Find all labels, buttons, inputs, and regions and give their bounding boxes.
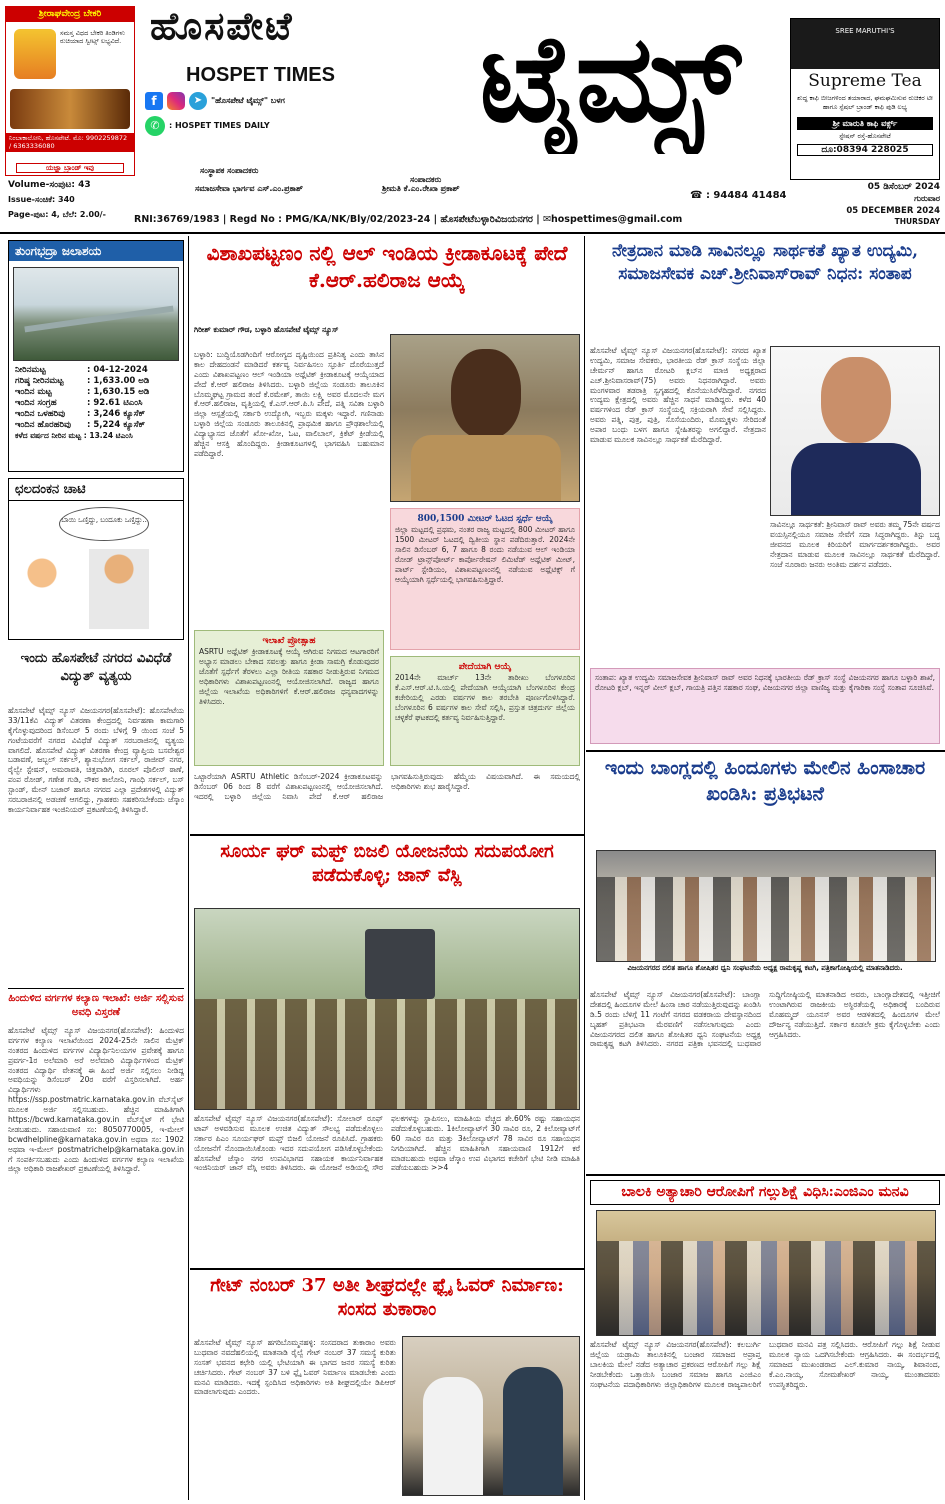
bcw-body: ಹೊಸಪೇಟೆ ಟೈಮ್ಸ್ ನ್ಯೂಸ್ ವಿಜಯನಗರ(ಹೊಸಪೇಟೆ): ಹಿಂದುಳಿದ ವರ್ಗಗಳ ಕಲ್ಯಾಣ ಇಲಾಖೆಯಿಂದ 2024-25ನೇ ಸಾಲಿನ ಮೆಟ್ರಿಕ್ ನಂತರದ ಹಿಂದುಳಿದ ವರ್ಗಗಳ ವಿದ್ಯಾರ್ಥಿನಿಲಯಗಳ ಪ್ರವೇಶಕ್ಕೆ ಹಾಗೂ ಪ್ರವರ್ಗ-1ರ ಅಲೆಮಾರಿ ಅರೆ ಅಲೆಮಾರಿ ವಿದ್ಯಾರ್ಥಿಗಳಿಂದ ಮೆಟ್ರಿಕ್ ನಂತರದ ವಿದ್ಯಾರ್ಥಿ ವೇತನಕ್ಕೆ ಈ ಹಿಂದೆ ಅರ್ಜಿ ಸಲ್ಲಿಸಲು ನೀಡಿದ್ದ ಅವಧಿಯನ್ನು ಡಿಸೆಂಬರ್ 20ರ ವರೆಗೆ ವಿಸ್ತರಿಸಲಾಗಿದೆ. ಅರ್ಹ ವಿದ್ಯಾರ್ಥಿಗಳು https://ssp.postmatric.karnataka.gov.in ವೆಬ್‌ಸೈಟ್ ಮೂಲಕ ಅರ್ಜಿ ಸಲ್ಲಿಸಬಹುದು. ಹೆಚ್ಚಿನ ಮಾಹಿತಿಗಾಗಿ https://bcwd.karnataka.gov.in ವೆಬ್‌ಸೈಟ್ ಗೆ ಭೇಟಿ ನೀಡಬಹುದು. ಸಹಾಯವಾಣಿ ಸಂ: 8050770005, ಇ-ಮೇಲ್ bcwdhelpline@karnataka.gov.in ಅಥವಾ ಸಂ: 1902 ಅಥವಾ ಇ-ಮೇಲ್ postmatrichelp@karnataka.gov.in ಗೆ ಸಂಪರ್ಕಿಸಬಹುದು ಎಂದು ಹಿಂದುಳಿದ ವರ್ಗಗಳ ಕಲ್ಯಾಣ ಇಲಾಖೆಯ ಜಿಲ್ಲಾ ಅಧಿಕಾರಿ ರಾಜಶೇಖರ್ ಪ್ರಕಟಣೆಯಲ್ಲಿ ತಿಳಿಸಿದ್ದಾರೆ.	[8, 1026, 184, 1174]
cartoon-figure-right	[89, 549, 149, 629]
tea-ad-name: Supreme Tea	[808, 71, 922, 91]
dam-photo	[13, 267, 179, 361]
petition-photo	[596, 1210, 936, 1336]
press-meet-people	[597, 877, 936, 962]
obituary-photo	[770, 346, 940, 516]
athlete-photo	[390, 334, 580, 502]
encouragement-body: ASRTU ಅಥ್ಲೆಟಿಕ್ ಕ್ರೀಡಾಕೂಟಕ್ಕೆ ಆಯ್ಕೆ ಆಗಿರುವ ನಿಗಮದ ಆಟಗಾರರಿಗೆ ಅಭ್ಯಾಸ ಮಾಡಲು ಬೇಕಾದ ಸವಲತ್ತು ಹಾಗೂ ಕ್ರೀಡಾ ಸಾಮಗ್ರಿ ಕೊಡುವುದರ ಜೊತೆಗೆ ಸ್ಪರ್ಧೆಗೆ ತೆರಳಲು ಎಲ್ಲಾ ರೀತಿಯ ಸಹಕಾರ ನೀಡುತ್ತಿರುವ ನಿಗಮದ ಅಧಿಕಾರಿಗಳು ವಿಶಾಖಪಟ್ಟಣಂನಲ್ಲಿ ಆಯೋಜಿಸಲಾಗಿದೆ. ರಾಜ್ಯದ ಹಾಗೂ ಜಿಲ್ಲೆಯ ಇಲಾಖೆಯ ಅಧಿಕಾರಿಗಳಿಗೆ ಕೆ.ಆರ್.ಹಲಿರಾಜ ಧನ್ಯವಾದಗಳನ್ನು ತಿಳಿಸಿದರು.	[199, 647, 379, 706]
dam-row: ಕಳೆದ ವರ್ಷದ ನೀರಿನ ಮಟ್ಟ : 13.24 ಟಿಎಂಸಿ	[15, 431, 133, 441]
dam-wall	[24, 306, 173, 333]
instagram-icon[interactable]	[167, 92, 185, 110]
facebook-icon[interactable]: f	[145, 92, 163, 110]
constable-box	[390, 656, 580, 766]
kannada-title: ಹೊಸಪೇಟೆ	[150, 3, 294, 48]
left-bakery-ad	[5, 6, 135, 176]
protest-headline: ಇಂದು ಬಾಂಗ್ಲದಲ್ಲಿ ಹಿಂದೂಗಳು ಮೇಲಿನ ಹಿಂಸಾಚಾರ ಖಂಡಿಸಿ: ಪ್ರತಿಭಟನೆ	[604, 757, 926, 805]
petition-headline: ಬಾಲಕಿ ಅತ್ಯಾಚಾರಿ ಆರೋಪಿಗೆ ಗಲ್ಲುಶಿಕ್ಷೆ ವಿಧಿಸಿ:ಎಂಜಿಎಂ ಮನವಿ	[590, 1180, 940, 1205]
bakery-ad-brand: ಯಜ್ಞಾ ಬ್ರಾಂಡ್ ಇವು	[16, 163, 124, 173]
bakery-ad-address: ನಿಂಬಾಕಾಲೋನಿ, ಹೊಸಪೇಟೆ. ಮೊ: 9902259872 / 6363336080	[6, 133, 134, 152]
cartoon-figure-left	[17, 549, 67, 629]
tea-ad-phone: ದೂ:08394 228025	[797, 144, 933, 157]
english-title: HOSPET TIMES	[186, 64, 335, 86]
power-cut-headline: ಇಂದು ಹೊಸಪೇಟೆ ನಗರದ ವಿವಿಧೆಡೆ ವಿದ್ಯುತ್ ವ್ಯತ್ಯಯ	[20, 651, 172, 684]
dam-title: ತುಂಗಭದ್ರಾ ಜಲಾಶಯ	[9, 241, 183, 261]
athlete-body: ಬಳ್ಳಾರಿ: ಬುದ್ಧಿಯೊಡಗಿಂದಿಗೆ ಆರೋಗ್ಯದ ದೃಷ್ಟಿಯಿಂದ ಪ್ರತಿನಿತ್ಯ ಎಂದು ತಾಸಿನ ಕಾಲ ದೇಹದಂಡನೆ ಮಾಡಿದರೆ ಕರ್ತವ್ಯ ನಿರ್ವಹಿಸಲು ಸ್ಫೂರ್ತಿ ದೊರೆಯುತ್ತದೆ ಎಂದು ವಿಶಾಖಪಟ್ಟಣಂ ಆಲ್ ಇಂಡಿಯಾ ಅಥ್ಲೆಟಿಕ್ ಕ್ರೀಡಾಕೂಟಕ್ಕೆ ಆಯ್ಕೆಯಾದ ಪೇದೆ ಕೆ.ಆರ್ ಹಲಿರಾಜ ತಿಳಿಸಿದರು. ಬಳ್ಳಾರಿ ಜಿಲ್ಲೆಯ ಸಂಡೂರು ತಾಲೂಕಿನ ಬೊಮ್ಮಘಟ್ಟ ಗ್ರಾಮದ ತಂದೆ ಕೆ.ರಮೇಶ್, ತಾಯಿ ಲಕ್ಷ್ಮಿ ಅವರ ಮೊದಲನೇ ಮಗ ಕೆ.ಆರ್.ಹಲಿರಾಜ, ವೃತ್ತಿಯಲ್ಲಿ ಕೆ.ಎಸ್.ಆರ್.ಪಿ.ಸಿ ಪೇದೆ, ಪತ್ನಿ ಸವಿತಾ ಬಳ್ಳಾರಿ ಜಿಲ್ಲಾ ಆಸ್ಪತ್ರೆಯಲ್ಲಿ ಸರ್ಕಾರಿ ಉದ್ಯೋಗಿ, ಇಬ್ಬರು ಮಕ್ಕಳು ಇದ್ದಾರೆ. ಗಣಿನಾಡು ಬಳ್ಳಾರಿ ಜಿಲ್ಲೆಯ ಸಂಡೂರು ತಾಲೂಕಿನಲ್ಲಿ ಪ್ರಾಥಮಿಕ ಹಾಗೂ ಪ್ರೌಢಶಾಲೆಯಲ್ಲಿ ವಿದ್ಯಾಭ್ಯಾಸದ ಜೊತೆಗೆ ಖೋ-ಖೋ, ಓಟ, ವಾಲಿಬಾಲ್, ಕ್ರಿಕೆಟ್ ಕ್ರೀಡೆಯಲ್ಲಿ ಹೆಚ್ಚಿನ ಆಸಕ್ತಿ ಹೊಂದಿದ್ದರು. ಕ್ರೀಡಾಕೂಟಗಳಲ್ಲಿ ಭಾಗವಹಿಸಿ ಬಹುಮಾನ ಪಡೆದಿದ್ದಾರೆ.	[194, 350, 384, 458]
tea-ad-address: ಸ್ಟೇಷನ್ ರಸ್ತೆ-ಹೊಸಪೇಟೆ	[839, 132, 891, 141]
encouragement-box	[194, 630, 384, 766]
divider	[586, 1174, 945, 1176]
obituary-body: ಹೊಸಪೇಟೆ ಟೈಮ್ಸ್ ನ್ಯೂಸ್ ವಿಜಯನಗರ(ಹೊಸಪೇಟೆ): ನಗರದ ಖ್ಯಾತ ಉದ್ಯಮಿ, ಸಮಾಜ ಸೇವಕರು, ಭಾರತೀಯ ರೆಡ್ ಕ್ರಾಸ್ ಸಂಸ್ಥೆಯ ಜಿಲ್ಲಾ ಚೇರ್ಮನ್ ಹಾಗೂ ರೋಟರಿ ಕ್ಲಬ್‌ನ ಮಾಜಿ ಅಧ್ಯಕ್ಷರಾದ ಎಚ್.ಶ್ರೀನಿವಾಸರಾವ್(75) ಅವರು ನಿಧನರಾಗಿದ್ದಾರೆ. ಅವರು ಮಂಗಳವಾರ ತಡರಾತ್ರಿ ಸ್ವಗೃಹದಲ್ಲಿ ಕೊನೆಯುಸಿರೆಳೆದಿದ್ದಾರೆ. ನಗರದ ಉದ್ಯಮ ಕ್ಷೇತ್ರದಲ್ಲಿ ಅವರು ಹೆಚ್ಚಿನ ಸಾಧನೆ ಮಾಡಿದ್ದರು. ಕಳೆದ 40 ವರ್ಷಗಳಿಂದ ರೆಡ್ ಕ್ರಾಸ್ ಸಂಸ್ಥೆಯಲ್ಲಿ ಸಕ್ರಿಯರಾಗಿ ಸೇವೆ ಸಲ್ಲಿಸಿದ್ದರು. ಅವರು ಪತ್ನಿ, ಪುತ್ರ, ಪುತ್ರಿ, ಸೊಸೆಯಂದಿರು, ಮೊಮ್ಮಕ್ಕಳು ಸೇರಿದಂತೆ ಅಪಾರ ಬಂಧು ಬಳಗ ಹಾಗೂ ಸ್ನೇಹಿತರನ್ನು ಅಗಲಿದ್ದಾರೆ. ನೇತ್ರದಾನ ಮಾಡುವ ಮೂಲಕ ಸಾವಿನಲ್ಲೂ ಸಾರ್ಥಕತೆ ಮೆರೆದಿದ್ದಾರೆ.	[590, 346, 766, 445]
bcw-headline: ಹಿಂದುಳಿದ ವರ್ಗಗಳ ಕಲ್ಯಾಣ ಇಲಾಖೆ: ಅರ್ಜಿ ಸಲ್ಲಿಸುವ ಅವಧಿ ವಿಸ್ತರಣೆ	[8, 988, 184, 1019]
dam-row: ಇಂದಿನ ಒಳಹರಿವು : 3,246 ಕ್ಯೂಸೆಕ್	[15, 409, 146, 420]
selection-body: ಜಿಲ್ಲಾ ಮಟ್ಟದಲ್ಲಿ ಪ್ರಥಮ, ನಂತರ ರಾಜ್ಯ ಮಟ್ಟದಲ್ಲಿ 800 ಮೀಟರ್ ಹಾಗೂ 1500 ಮೀಟರ್ ಓಟದಲ್ಲಿ ದ್ವಿತೀಯ ಸ್ಥಾನ ಪಡೆದಿರುತ್ತಾರೆ. 2024ನೇ ಸಾಲಿನ ಡಿಸೆಂಬರ್ 6, 7 ಹಾಗೂ 8 ರಂದು ನಡೆಯುವ ಆಲ್ ಇಂಡಿಯಾ ರೋಡ್ ಟ್ರಾನ್ಸ್‌ಪೋರ್ಟ್ ಕಾರ್ಪೋರೇಷನ್ ಲಿಮಿಟೆಡ್ ಅಥ್ಲೆಟಿಕ್ ಮೀಟ್, ಪಾರ್ಟ್ ಸ್ಟೇಡಿಯಂ, ವಿಶಾಖಪಟ್ಟಣಂನಲ್ಲಿ ನಡೆಯುವ ಅಥ್ಲೆಟಿಕ್ಸ್ ಗೆ ಆಯ್ಕೆಯಾಗಿ ಸ್ಪರ್ಧೆಯಲ್ಲಿ ಭಾಗವಹಿಸುತ್ತಿದ್ದಾರೆ.	[395, 525, 575, 584]
athlete-byline: ಗಿರೀಶ್ ಕುಮಾರ್ ಗೌಡ, ಬಳ್ಳಾರಿ ಹೊಸಪೇಟೆ ಟೈಮ್ಸ್ ನ್ಯೂಸ್	[194, 325, 339, 334]
obituary-headline: ನೇತ್ರದಾನ ಮಾಡಿ ಸಾವಿನಲ್ಲೂ ಸಾರ್ಥಕತೆ ಖ್ಯಾತ ಉದ್ಯಮಿ, ಸಮಾಜಸೇವಕ ಎಚ್.ಶ್ರೀನಿವಾಸ್‌ರಾವ್ ನಿಧನ: ಸಂತಾಪ	[611, 241, 919, 284]
founder-label: ಸಂಸ್ಥಾಪಕ ಸಂಪಾದಕರು	[200, 166, 259, 175]
date-english: 05 DECEMBER 2024	[846, 206, 940, 216]
protest-photo	[596, 850, 936, 962]
bakery-food-image	[10, 89, 130, 129]
official-figure	[503, 1367, 563, 1496]
flyover-photo	[402, 1336, 580, 1496]
obituary-side: ಸಾವಿನಲ್ಲೂ ಸಾರ್ಥಕತೆ: ಶ್ರೀನಿವಾಸ್ ರಾವ್ ಅವರು ತಮ್ಮ 75ನೇ ವರ್ಷದ ವಯಸ್ಸಿನಲ್ಲಿಯೂ ಸಮಾಜ ಸೇವೆಗೆ ಸದಾ ಸಿದ್ಧರಾಗಿದ್ದರು. ತಿಸ್ಟು ಬದ್ಧ ಜೀವನದ ಮೂಲಕ ಕಿರಿಯರಿಗೆ ಮಾರ್ಗದರ್ಶಕರಾಗಿದ್ದರು. ಅವರ ನೇತ್ರದಾನ ಮಾಡುವ ಮೂಲಕ ಸಾವಿನಲ್ಲೂ ಸಾರ್ಥಕತೆ ಮೆರೆದಿದ್ದಾರೆ. ಸಂಜೆ ನೂರಾರು ಜನರು ಅಂತಿಮ ದರ್ಶನ ಪಡೆದರು.	[770, 520, 940, 569]
portrait-suit	[791, 443, 921, 516]
divider	[586, 750, 945, 752]
athlete-uniform	[411, 435, 561, 502]
solar-body: ಹೊಸಪೇಟೆ ಟೈಮ್ಸ್ ನ್ಯೂಸ್ ವಿಜಯನಗರ(ಹೊಸಪೇಟೆ): ಸೋಲಾರ್ ರೂಫ್ ಟಾಪ್ ಅಳವಡಿಸುವ ಮೂಲಕ ಉಚಿತ ವಿದ್ಯುತ್ ಸೌಲಭ್ಯ ಪಡೆದುಕೊಳ್ಳಲು ಸರ್ಕಾರ ಪಿಎಂ ಸೂರ್ಯಘರ್ ಮಫ್ತ್ ಬಿಜಲಿ ಯೋಜನೆ ರೂಪಿಸಿದೆ. ಗ್ರಾಹಕರು ಯೋಜನೆಗೆ ನೊಂದಾಯಿಸಿಕೊಂಡು ಇದರ ಸದುಪಯೋಗ ಪಡಿಸಿಕೊಳ್ಳಬೇಕೆಂದು ಹೊಸಪೇಟೆ ಜೆಸ್ಕಾಂ ನಗರ ಉಪವಿಭಾಗದ ಸಹಾಯಕ ಕಾರ್ಯನಿರ್ವಾಹಕ ಇಂಜಿನಿಯರ್ ಜಾನ್ ವೆಸ್ಲಿ ಅವರು ತಿಳಿಸಿದರು. ಈ ಯೋಜನೆ ಅಡಿಯಲ್ಲಿ ಸೌರ ಫಲಕಗಳನ್ನು ಸ್ಥಾಪಿಸಲು, ಮಾಹಿತಿಯ ವೆಚ್ಚದ ಶೇ.60% ರಷ್ಟು ಸಹಾಯಧನ ಪಡೆದುಕೊಳ್ಳಬಹುದು. 1ಕಿಲೋವ್ಯಾಟ್‌ಗೆ 30 ಸಾವಿರ ರೂ, 2 ಕಿಲೋವ್ಯಾಟ್‌ಗೆ 60 ಸಾವಿರ ರೂ ಮತ್ತು 3ಕಿಲೋವ್ಯಾಟ್‌ಗೆ 78 ಸಾವಿರ ರೂ ಸಹಾಯಧನ ನಿಗದಿಯಾಗಿದೆ. ಹೆಚ್ಚಿನ ಮಾಹಿತಿಗಾಗಿ ಸಹಾಯವಾಣಿ 1912ಗೆ ಕರೆ ಮಾಡಬಹುದು ಅಥವಾ ಜೆಸ್ಕಾಂ ಉಪ ವಿಭಾಗದ ಕಚೇರಿಗೆ ಭೇಟಿ ನೀಡಿ ಮಾಹಿತಿ ಪಡೆಯಬಹುದು >>4	[194, 1114, 580, 1173]
petition-body: ಹೊಸಪೇಟೆ ಟೈಮ್ಸ್ ನ್ಯೂಸ್ ವಿಜಯನಗರ(ಹೊಸಪೇಟೆ): ಕಲಬುರ್ಗಿ ಜಿಲ್ಲೆಯ ಯಡ್ರಾಮಿ ತಾಲೂಕಿನಲ್ಲಿ ಬಂಜಾರ ಸಮಾಜದ ಅಪ್ರಾಪ್ತ ಬಾಲಕಿಯ ಮೇಲೆ ನಡೆದ ಅತ್ಯಾಚಾರ ಪ್ರಕರಣದ ಆರೋಪಿಗೆ ಗಲ್ಲು ಶಿಕ್ಷೆ ನೀಡಬೇಕೆಂದು ಒತ್ತಾಯಿಸಿ ಬಂಜಾರ ಸಮಾಜ ಹಾಗೂ ಎಂಜಿಎಂ ಸಂಘಟನೆಯ ಪದಾಧಿಕಾರಿಗಳು ಜಿಲ್ಲಾಧಿಕಾರಿಗಳ ಮೂಲಕ ರಾಜ್ಯಪಾಲರಿಗೆ ಬುಧವಾರ ಮನವಿ ಪತ್ರ ಸಲ್ಲಿಸಿದರು. ಆರೋಪಿಗೆ ಗಲ್ಲು ಶಿಕ್ಷೆ ನೀಡುವ ಮೂಲಕ ನ್ಯಾಯ ಒದಗಿಸಬೇಕೆಂದು ಆಗ್ರಹಿಸಿದರು. ಈ ಸಂದರ್ಭದಲ್ಲಿ ಸಮಾಜದ ಮುಖಂಡರಾದ ಎಲ್.ಕುಮಾರ ನಾಯ್ಕ, ಶಿವಾನಂದ, ಕೆ.ಎಂ.ನಾಯ್ಕ, ಸೋಮಶೇಖರ್ ನಾಯ್ಕ, ಮುಂತಾದವರು ಉಪಸ್ಥಿತರಿದ್ದರು.	[590, 1340, 940, 1389]
masthead-divider	[0, 232, 945, 234]
officials-row	[195, 999, 580, 1110]
day-english: THURSDAY	[894, 217, 940, 226]
cartoon-title: ಛಲದಂಕನ ಚಾಟಿ	[9, 479, 183, 501]
condolence-box	[590, 668, 940, 744]
dam-row: ಇಂದಿನ ಸಂಗ್ರಹ : 92.61 ಟಿಎಂಸಿ	[15, 398, 143, 409]
cartoon-box	[8, 478, 184, 640]
divider	[190, 1268, 584, 1270]
tea-ad-text: ಶುದ್ಧ ಕಾಫಿ ಬೀಜಗಳಿಂದ ತಯಾರಾದ, ಘಮಘಮಿಸುವ ರುಚಿಕರ ಟೀ ಹಾಗೂ ಸ್ಪೆಷಲ್ ಬ್ರಾಂಡ್ ಕಾಫಿ ಪುಡಿ ಲಭ್ಯ	[797, 94, 933, 111]
editor-name: ಶ್ರೀಮತಿ ಕೆ.ಎಂ.ರೇಖಾ ಪ್ರಕಾಶ್	[382, 184, 460, 193]
registration-line: RNI:36769/1983 | Regd No : PMG/KA/NK/Bly/02/2023-24 | ಹೊಸಪೇಟೆಬಳ್ಳಾರಿವಿಜಯನಗರ | ✉hospettimes@gmail.com	[134, 214, 683, 225]
petition-group	[597, 1241, 936, 1336]
selection-title: 800,1500 ಮೀಟರ್ ಓಟದ ಸ್ಪರ್ಧೆ ಆಯ್ಕೆ	[417, 514, 553, 524]
constable-title: ಪೇದೆಯಾಗಿ ಆಯ್ಕೆ	[458, 662, 512, 672]
divider	[190, 834, 584, 836]
bakery-ad-text: ಸಮಸ್ತ ವಿಧದ ಬೇಕರಿ ತಿಂಡಿಗಳು ರುಚಿಯಾದ ಸ್ವೀಟ್ಸ್ ಲಭ್ಯವಿದೆ.	[60, 29, 125, 46]
condolence-text: ಸಂತಾಪ: ಖ್ಯಾತ ಉದ್ಯಮಿ ಸಮಾಜಸೇವಕ ಶ್ರೀನಿವಾಸ್ ರಾವ್ ಅವರ ನಿಧನಕ್ಕೆ ಭಾರತೀಯ ರೆಡ್ ಕ್ರಾಸ್ ಸಂಸ್ಥೆ ವಿಜಯನಗರ ಹಾಗೂ ಬಳ್ಳಾರಿ ಶಾಖೆ, ರೋಟರಿ ಕ್ಲಬ್, ಇನ್ನರ್ ವೀಲ್ ಕ್ಲಬ್, ಗಾಯತ್ರಿ ಪತ್ತಿನ ಸಹಕಾರ ಸಂಘ, ವಿಜಯನಗರ ಜಿಲ್ಲಾ ವಾಣಿಜ್ಯ ಮತ್ತು ಕೈಗಾರಿಕಾ ಸಂಸ್ಥೆ ಸಂತಾಪ ಸೂಚಿಸಿವೆ.	[595, 673, 935, 692]
athlete-face	[451, 349, 521, 439]
protest-caption: ವಿಜಯನಗರದ ದಲಿತ ಹಾಗೂ ಶೋಷಿತರ ಧ್ವನಿ ಸಂಘಟನೆಯ ಅಧ್ಯಕ್ಷ ರಾಮಕೃಷ್ಣ ಕಟಗಿ, ಪತ್ರಿಕಾಗೋಷ್ಠಿಯಲ್ಲಿ ಮಾತನಾಡಿದರು.	[627, 964, 903, 972]
column-rule	[584, 236, 585, 1500]
flyover-body: ಹೊಸಪೇಟೆ ಟೈಮ್ಸ್ ನ್ಯೂಸ್ ಹಗರಿಬೊಮ್ಮನಹಳ್ಳಿ: ಸಂಸದರಾದ ತುಕಾರಾಂ ಅವರು ಬುಧವಾರ ನವದೆಹಲಿಯಲ್ಲಿ ಮಾತನಾಡಿ ರೈಲ್ವೆ ಗೇಟ್ ನಂಬರ್ 37 ಸಮಸ್ಯೆ ಕುರಿತು ಸಂಸತ್ ಭವನದ ಕಛೇರಿ ಯಲ್ಲಿ ಭೇಟಿಯಾಗಿ ಈ ಭಾಗದ ಜನರ ಸಮಸ್ಯೆ ಕುರಿತು ಚರ್ಚಿಸಿದರು. ಗೇಟ್ ನಂಬರ್ 37 ಬಳಿ ಫ್ಲೈ ಓವರ್ ನಿರ್ಮಾಣ ಮಾಡಬೇಕು ಎಂದು ಮನವಿ ಮಾಡಿದರು. ಇದಕ್ಕೆ ಸ್ಪಂದಿಸಿದ ಅಧಿಕಾರಿಗಳು ಅತಿ ಶೀಘ್ರದಲ್ಲಿಯೇ ಡಿಪಿಆರ್ ಮಾಡಲಾಗುವುದು ಎಂದರು.	[194, 1338, 396, 1397]
youtube-handle: : HOSPET TIMES DAILY	[169, 121, 270, 131]
tea-ad	[790, 18, 940, 180]
telegram-icon[interactable]: ➤	[189, 92, 207, 110]
tea-ad-top: SREE MARUTHI'S	[791, 19, 939, 69]
protest-body: ಹೊಸಪೇಟೆ ಟೈಮ್ಸ್ ನ್ಯೂಸ್ ವಿಜಯನಗರ(ಹೊಸಪೇಟೆ): ಬಾಂಗ್ಲಾ ದೇಶದಲ್ಲಿ ಹಿಂದೂಗಳ ಮೇಲೆ ಹಿಂಸಾ ಚಾರ ನಡೆಯುತ್ತಿರುವುದನ್ನು ಖಂಡಿಸಿ ಡಿ.5 ರಂದು ಬೆಳಿಗ್ಗೆ 11 ಗಂಟೆಗೆ ನಗರದ ವಡಕರಾಯ ದೇವಸ್ಥಾನದಿಂದ ಬೃಹತ್ ಪ್ರತಿಭಟನಾ ಮೆರವಣಿಗೆ ನಡೆಸಲಾಗುವುದು ಎಂದು ವಿಜಯನಗರದ ದಲಿತ ಹಾಗೂ ಶೋಷಿತರ ಧ್ವನಿ ಸಂಘಟನೆಯ ಅಧ್ಯಕ್ಷ ರಾಮಕೃಷ್ಣ ಕಟಗಿ ತಿಳಿಸಿದರು. ನಗರದ ಪತ್ರಿಕಾ ಭವನದಲ್ಲಿ ಬುಧವಾರ ಸುದ್ದಿಗೋಷ್ಠಿಯಲ್ಲಿ ಮಾತನಾಡಿದ ಅವರು, ಬಾಂಗ್ಲಾದೇಶದಲ್ಲಿ ಇತ್ತೀಚಿಗೆ ಉಂಟಾಗಿರುವ ರಾಜಕೀಯ ಅಸ್ಥಿರತೆಯಲ್ಲಿ ಅಧಿಕಾರಕ್ಕೆ ಬಂದಿರುವ ಮೊಹಮ್ಮದ್ ಯೂನಸ್ ಅವರ ಆಡಳಿತದಲ್ಲಿ ಹಿಂದೂಗಳ ಮೇಲೆ ದೌರ್ಜನ್ಯ ನಡೆಯುತ್ತಿದೆ. ಸರ್ಕಾರ ಕೂಡಲೇ ಕ್ರಮ ಕೈಗೊಳ್ಳಬೇಕು ಎಂದು ಆಗ್ರಹಿಸಿದರು.	[590, 990, 940, 1049]
solar-photo	[194, 908, 580, 1110]
bakery-ad-header: ಶ್ರೀರಾಘವೇಂದ್ರ ಬೇಕರಿ	[6, 7, 134, 22]
dam-box	[8, 240, 184, 472]
pages-price: Page-ಪುಟ: 4, ಬೆಲೆ: 2.00/-	[8, 210, 106, 219]
dam-row: ನೀರಿನಮಟ್ಟ : 04-12-2024	[15, 365, 148, 375]
deity-image	[14, 29, 56, 79]
athlete-closing: ಒಟ್ಟಾರೆಯಾಗಿ ASRTU Athletic ಡಿಸೆಂಬರ್-2024 ಕ್ರೀಡಾಕೂಟವನ್ನು ಡಿಸೆಂಬರ್ 06 ರಿಂದ 8 ವರೆಗೆ ವಿಶಾಖಪಟ್ಟಣಂನಲ್ಲಿ ಆಯೋಜಿಸಲಾಗಿದೆ. ಇದರಲ್ಲಿ ಬಳ್ಳಾರಿ ಜಿಲ್ಲೆಯ ನಿವಾಸಿ ಪೇದೆ ಕೆ.ಆರ್ ಹಲಿರಾಜ ಭಾಗವಹಿಸುತ್ತಿರುವುದು ಹೆಮ್ಮೆಯ ವಿಷಯವಾಗಿದೆ. ಈ ಸಮಯದಲ್ಲಿ ಅಧಿಕಾರಿಗಳು ಶುಭ ಹಾರೈಸಿದ್ದಾರೆ.	[194, 772, 580, 801]
dam-row: ಇಂದಿನ ಹೊರಹರಿವು : 5,224 ಕ್ಯೂಸೆಕ್	[15, 420, 146, 431]
founder-name: ಸಮಾಜಸೇವಾ ಭಾರ್ಗವ ಎಸ್.ಎಂ.ಪ್ರಕಾಶ್	[195, 184, 303, 193]
mp-figure	[423, 1377, 483, 1496]
cartoon-bubble: ಬಾಯಿ ಒಣ್ತಿದ್ದು, ಬಂದೂಕು ಒಣ್ತಿದ್ದು..	[59, 507, 149, 541]
selection-box	[390, 508, 580, 650]
tea-ad-shop: ಶ್ರೀ ಮಾರುತಿ ಕಾಫಿ ವರ್ಕ್ಸ್	[797, 117, 933, 130]
dam-row: ಇಂದಿನ ಮಟ್ಟ : 1,630.15 ಅಡಿ	[15, 387, 150, 398]
encouragement-title: ಇಲಾಖೆ ಪ್ರೋತ್ಸಾಹ	[262, 636, 316, 646]
solar-headline: ಸೂರ್ಯ ಘರ್ ಮಫ್ತ್ ಬಿಜಲಿ ಯೋಜನೆಯ ಸದುಪಯೋಗ ಪಡೆದುಕೊಳ್ಳಿ; ಜಾನ್ ವೆಸ್ಲಿ	[220, 841, 554, 887]
date-kannada: 05 ಡಿಸೆಂಬರ್ 2024	[867, 182, 940, 192]
power-cut-body: ಹೊಸಪೇಟೆ ಟೈಮ್ಸ್ ನ್ಯೂಸ್ ವಿಜಯನಗರ(ಹೊಸಪೇಟೆ): ಹೊಸಪೇಟೆಯ 33/11ಕೆವಿ ವಿದ್ಯುತ್ ವಿತರಣಾ ಕೇಂದ್ರದಲ್ಲಿ ನಿರ್ವಹಣಾ ಕಾಮಗಾರಿ ಕೈಗೊಳ್ಳುವುದರಿಂದ ಡಿಸೆಂಬರ್ 5 ರಂದು ಬೆಳಿಗ್ಗೆ 9 ಯಿಂದ ಸಂಜೆ 5 ಗಂಟೆಯವರೆಗೆ ನಗರದ ವಿವಿಧೆಡೆ ವಿದ್ಯುತ್ ಸರಬರಾಜಿನಲ್ಲಿ ವ್ಯತ್ಯಯ ವಾಗಲಿದೆ. ಹೊಸಪೇಟೆ ವಿದ್ಯುತ್ ವಿತರಣಾ ಕೇಂದ್ರ ವ್ಯಾಪ್ತಿಯ ಬಸವೇಶ್ವರ ಬಡಾವಣೆ, ಜಬ್ಬಲ್ ಸರ್ಕಲ್, ಶ್ಯಾನುಭೋಗ ಸರ್ಕಲ್, ರಾಜೀವ್ ನಗರ, ರೈಲ್ವೇ ಸ್ಟೇಷನ್, ಅಮರಾವತಿ, ಚಿತ್ತವಾಡಿಗಿ, ರೂರಲ್ ಪೊಲೀಸ್ ಠಾಣೆ, ಪಂಪ ರೋಡ್, ಗಣೇಶ ಗುಡಿ, ನೌಕರ ಕಾಲೋನಿ, ಗಾಂಧಿ ಸರ್ಕಲ್, ಬಸ್ ಸ್ಟಾಂಡ್, ಮೇನ್ ಬಜಾರ್ ಹಾಗೂ ನಗರದ ಎಲ್ಲಾ ಪ್ರದೇಶಗಳಲ್ಲಿ ವಿದ್ಯುತ್ ಸರಬರಾಜಿನಲ್ಲಿ ಅಡಚಣೆ ಆಗಲಿದ್ದು, ಗ್ರಾಹಕರು ಸಹಕರಿಸಬೇಕೆಂದು ಜೆಸ್ಕಾಂ ಕಾರ್ಯನಿರ್ವಾಹಕ ಇಂಜಿನಿಯರ್ ಪ್ರಕಟಣೆಯಲ್ಲಿ ತಿಳಿಸಿದ್ದಾರೆ.	[8, 706, 184, 814]
social-group-label: "ಹೊಸಪೇಟೆ ಟೈಮ್ಸ್" ಬಳಗ	[211, 96, 285, 106]
times-logo: ಟೈಮ್ಸ್	[479, 8, 741, 149]
athlete-headline: ವಿಶಾಖಪಟ್ಟಣಂ ನಲ್ಲಿ ಆಲ್ ಇಂಡಿಯ ಕ್ರೀಡಾಕೂಟಕ್ಕೆ ಪೇದೆ ಕೆ.ಆರ್.ಹಲಿರಾಜ ಆಯ್ಕೆ	[206, 241, 568, 292]
constable-body: 2014ನೇ ಮಾರ್ಚ್ 13ನೇ ತಾರೀಖು ಬೆಂಗಳೂರಿನ ಕೆ.ಎಸ್.ಆರ್.ಟಿ.ಸಿ.ಯಲ್ಲಿ ಪೇದೆಯಾಗಿ ಆಯ್ಕೆಯಾಗಿ ಬೆಂಗಳೂರಿನ ಕೇಂದ್ರ ಕಚೇರಿಯಲ್ಲಿ ಎರಡು ವರ್ಷಗಳ ಕಾಲ ತರಬೇತಿ ಪೂರ್ಣಗೊಳಿಸಿದ್ದಾರೆ. ಬೆಂಗಳೂರಿನ 6 ವರ್ಷಗಳ ಕಾಲ ಸೇವೆ ಸಲ್ಲಿಸಿ, ಪ್ರಸ್ತುತ ಚಿತ್ರದುರ್ಗ ಜಿಲ್ಲೆಯ ಚಳ್ಳಕೆರೆ ಘಟಕದಲ್ಲಿ ಕರ್ತವ್ಯ ನಿರ್ವಹಿಸುತ್ತಿದ್ದಾರೆ.	[395, 673, 575, 722]
volume: Volume-ಸಂಪುಟ: 43	[8, 180, 91, 190]
flyover-headline: ಗೇಟ್ ನಂಬರ್ 37 ಅತೀ ಶೀಘ್ರದಲ್ಲೇ ಫ್ಲೈ ಓವರ್ ನಿರ್ಮಾಣ: ಸಂಸದ ತುಕಾರಾಂ	[210, 1275, 564, 1321]
dam-stats	[15, 365, 149, 441]
portrait-face	[821, 357, 891, 443]
whatsapp-icon[interactable]: ✆	[145, 116, 165, 136]
vehicle	[365, 929, 435, 999]
issue: Issue-ಸಂಚಿಕೆ: 340	[8, 195, 75, 204]
phone-number: ☎ : 94484 41484	[690, 190, 787, 201]
day-kannada: ಗುರುವಾರ	[914, 194, 940, 203]
column-rule	[188, 236, 189, 1500]
editor-label: ಸಂಪಾದಕರು	[410, 175, 442, 184]
dam-row: ಗರಿಷ್ಠ ನೀರಿನಮಟ್ಟ : 1,633.00 ಅಡಿ	[15, 376, 150, 387]
social-links	[145, 92, 435, 136]
